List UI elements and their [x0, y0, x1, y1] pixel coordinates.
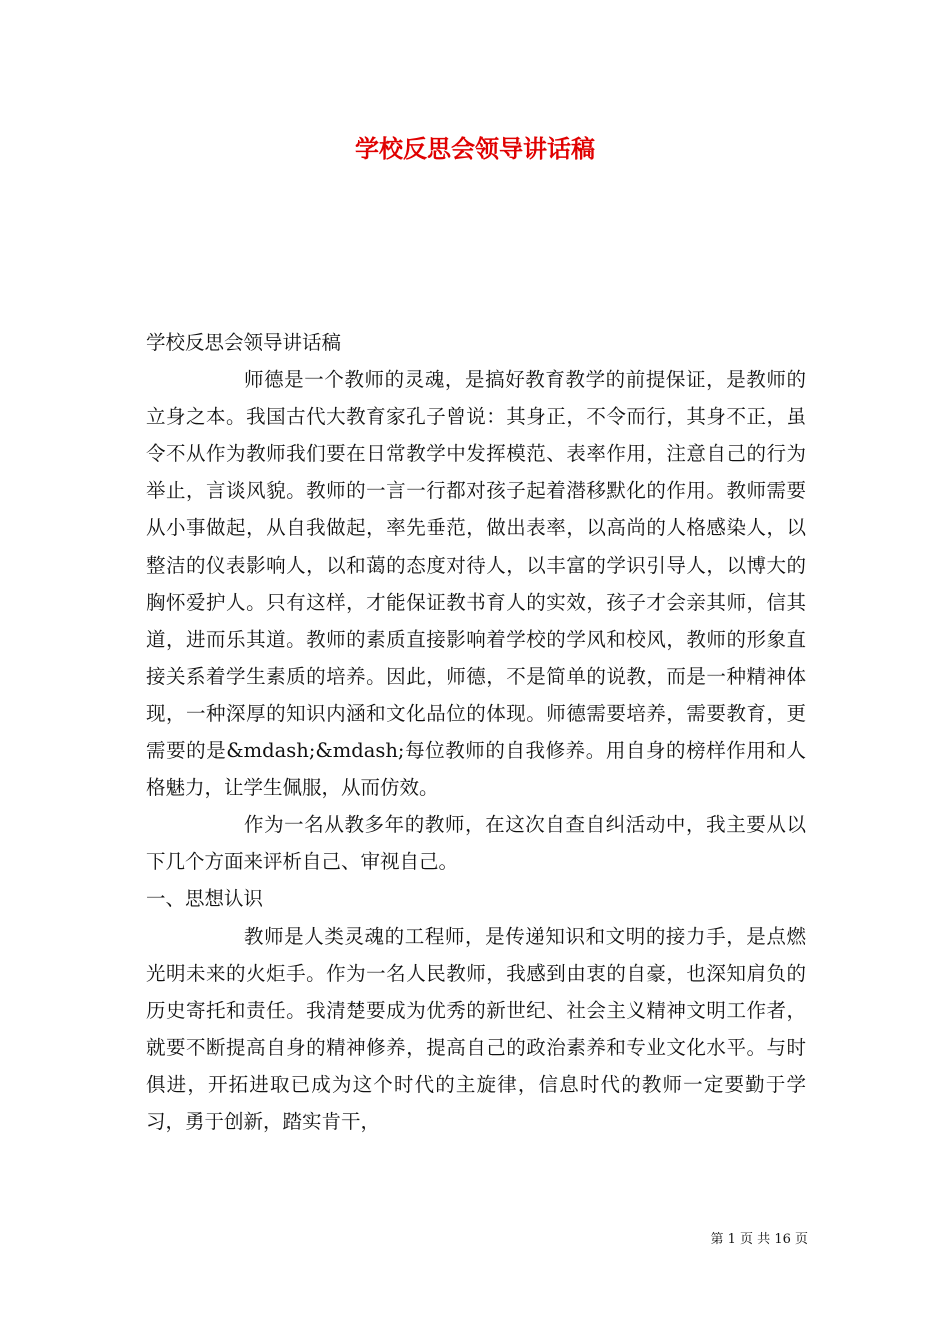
- section-paragraph: 教师是人类灵魂的工程师，是传递知识和文明的接力手，是点燃光明未来的火炬手。作为一名人民教师，我感到由衷的自豪，也深知肩负的历史寄托和责任。我清楚要成为优秀的新世纪、社会主义精神文明工作者，就要不断提高自身的精神修养，提高自己的政治素养和专业文化水平。与时俱进，开拓进取已成为这个时代的主旋律，信息时代的教师一定要勤于学习，勇于创新，踏实肯干，: [146, 924, 806, 1133]
- document-body: [146, 324, 806, 1140]
- document-title-text: 学校反思会领导讲话稿: [355, 134, 595, 163]
- paragraph-2: 作为一名从教多年的教师，在这次自查自纠活动中，我主要从以下几个方面来评析自己、审视自己。: [146, 813, 806, 874]
- paragraph-1: 师德是一个教师的灵魂，是搞好教育教学的前提保证，是教师的立身之本。我国古代大教育家孔子曾说：其身正，不令而行，其身不正，虽令不从作为教师我们要在日常教学中发挥模范、表率作用，注意自己的行为举止，言谈风貌。教师的一言一行都对孩子起着潜移默化的作用。教师需要从小事做起，从自我做起，率先垂范，做出表率，以高尚的人格感染人，以整洁的仪表影响人，以和蔼的态度对待人，以丰富的学识引导人，以博大的胸怀爱护人。只有这样，才能保证教书育人的实效，孩子才会亲其师，信其道，进而乐其道。教师的素质直接影响着学校的学风和校风，教师的形象直接关系着学生素质的培养。因此，师德，不是简单的说教，而是一种精神体现，一种深厚的知识内涵和文化品位的体现。师德需要培养，需要教育，更需要的是&mdash;&mdash;每位教师的自我修养。用自身的榜样作用和人格魅力，让学生佩服，从而仿效。: [146, 368, 806, 800]
- section-heading: 一、思想认识: [146, 887, 264, 911]
- page-footer: 第 1 页 共 16 页: [710, 1232, 808, 1247]
- document-title: [0, 133, 950, 165]
- document-subtitle: 学校反思会领导讲话稿: [146, 331, 342, 354]
